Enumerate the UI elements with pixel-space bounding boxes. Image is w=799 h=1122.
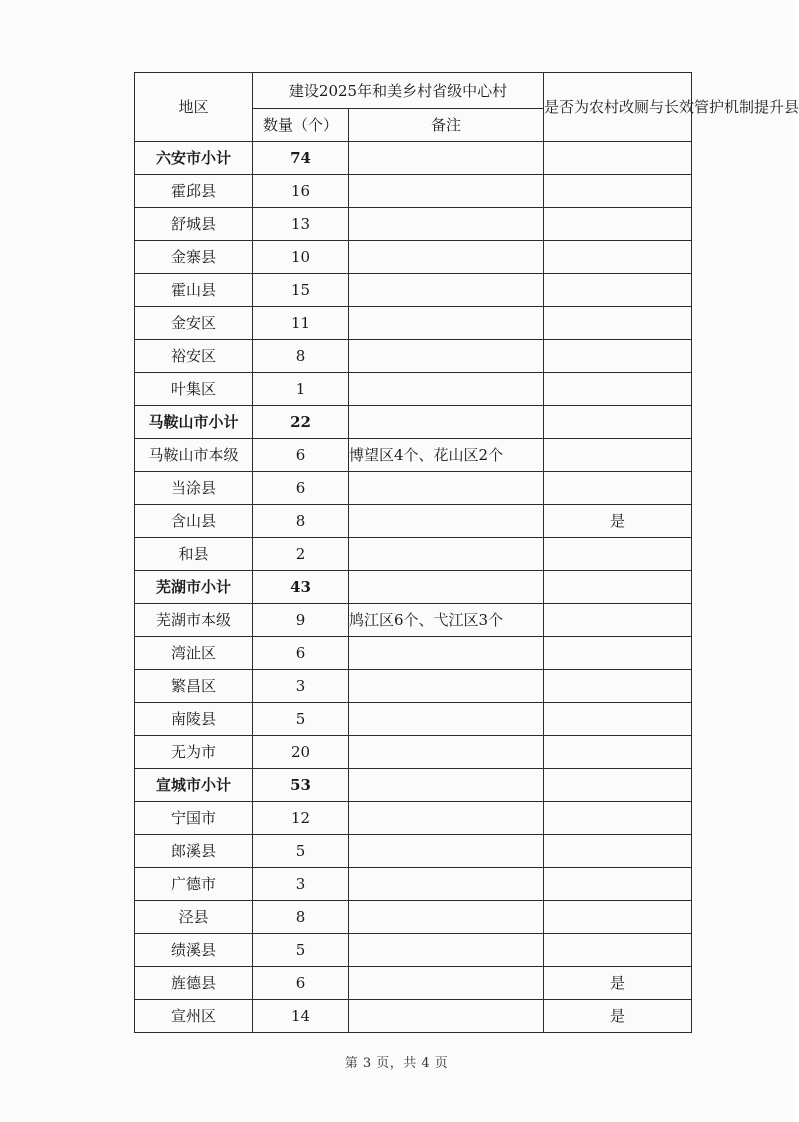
page-footer: 第 3 页，共 4 页 xyxy=(344,1056,449,1071)
table-body xyxy=(135,73,799,1033)
count-cell: 74 xyxy=(253,142,349,175)
flag-cell xyxy=(544,868,692,901)
table-row xyxy=(135,175,692,208)
flag-cell xyxy=(544,241,692,274)
flag-cell xyxy=(544,142,692,175)
count-cell: 43 xyxy=(253,571,349,604)
count-cell: 16 xyxy=(253,175,349,208)
flag-cell xyxy=(544,736,692,769)
table-row xyxy=(135,835,692,868)
region-cell: 旌德县 xyxy=(135,967,253,1000)
table-row xyxy=(135,604,692,637)
flag-cell xyxy=(544,175,692,208)
region-cell: 宣城市小计 xyxy=(135,769,253,802)
count-cell: 12 xyxy=(253,802,349,835)
note-cell xyxy=(349,538,544,571)
flag-cell xyxy=(544,208,692,241)
flag-cell xyxy=(544,769,692,802)
table-row xyxy=(135,340,692,373)
count-cell: 13 xyxy=(253,208,349,241)
region-cell: 广德市 xyxy=(135,868,253,901)
count-cell: 8 xyxy=(253,901,349,934)
region-cell: 宣州区 xyxy=(135,1000,253,1033)
table-row xyxy=(135,670,692,703)
region-cell: 芜湖市小计 xyxy=(135,571,253,604)
table-row xyxy=(135,1000,692,1033)
table-row xyxy=(135,736,692,769)
count-cell: 15 xyxy=(253,274,349,307)
flag-cell xyxy=(544,802,692,835)
count-cell: 6 xyxy=(253,439,349,472)
region-cell: 金安区 xyxy=(135,307,253,340)
count-cell: 6 xyxy=(253,472,349,505)
table-row xyxy=(135,538,692,571)
flag-cell xyxy=(544,835,692,868)
note-cell xyxy=(349,967,544,1000)
table-row xyxy=(135,472,692,505)
subtotal-row xyxy=(135,571,692,604)
flag-cell xyxy=(544,406,692,439)
header-note: 备注 xyxy=(349,109,544,142)
flag-cell xyxy=(544,604,692,637)
note-cell xyxy=(349,769,544,802)
count-cell: 11 xyxy=(253,307,349,340)
table-row xyxy=(135,934,692,967)
flag-cell xyxy=(544,340,692,373)
flag-cell xyxy=(544,538,692,571)
header-region: 地区 xyxy=(135,73,253,142)
note-cell xyxy=(349,505,544,538)
note-cell xyxy=(349,934,544,967)
region-cell: 霍邱县 xyxy=(135,175,253,208)
subtotal-row xyxy=(135,406,692,439)
flag-cell: 是 xyxy=(544,505,692,538)
flag-cell xyxy=(544,901,692,934)
header-group-title: 建设2025年和美乡村省级中心村 xyxy=(253,73,544,109)
region-cell: 无为市 xyxy=(135,736,253,769)
table-row xyxy=(135,241,692,274)
region-cell: 芜湖市本级 xyxy=(135,604,253,637)
table-row xyxy=(135,868,692,901)
header-count: 数量（个） xyxy=(253,109,349,142)
note-cell xyxy=(349,274,544,307)
region-cell: 六安市小计 xyxy=(135,142,253,175)
flag-cell xyxy=(544,670,692,703)
flag-cell xyxy=(544,571,692,604)
note-cell xyxy=(349,1000,544,1033)
note-cell xyxy=(349,373,544,406)
region-cell: 南陵县 xyxy=(135,703,253,736)
count-cell: 3 xyxy=(253,670,349,703)
region-cell: 马鞍山市本级 xyxy=(135,439,253,472)
count-cell: 5 xyxy=(253,934,349,967)
count-cell: 10 xyxy=(253,241,349,274)
note-cell xyxy=(349,340,544,373)
flag-cell: 是 xyxy=(544,967,692,1000)
region-cell: 绩溪县 xyxy=(135,934,253,967)
flag-cell xyxy=(544,274,692,307)
count-cell: 3 xyxy=(253,868,349,901)
region-cell: 当涂县 xyxy=(135,472,253,505)
flag-cell xyxy=(544,472,692,505)
table-row xyxy=(135,703,692,736)
note-cell xyxy=(349,571,544,604)
table-row xyxy=(135,307,692,340)
flag-cell xyxy=(544,373,692,406)
table-row xyxy=(135,637,692,670)
region-cell: 裕安区 xyxy=(135,340,253,373)
count-cell: 20 xyxy=(253,736,349,769)
subtotal-row xyxy=(135,142,692,175)
flag-cell xyxy=(544,637,692,670)
flag-cell xyxy=(544,307,692,340)
header-flag: 是否为农村改厕与长效管护机制提升县 xyxy=(544,73,692,142)
note-cell xyxy=(349,175,544,208)
note-cell xyxy=(349,736,544,769)
subtotal-row xyxy=(135,769,692,802)
region-cell: 马鞍山市小计 xyxy=(135,406,253,439)
table-row xyxy=(135,439,692,472)
note-cell xyxy=(349,703,544,736)
table-row xyxy=(135,802,692,835)
table-row xyxy=(135,373,692,406)
flag-cell xyxy=(544,934,692,967)
count-cell: 22 xyxy=(253,406,349,439)
count-cell: 53 xyxy=(253,769,349,802)
region-cell: 宁国市 xyxy=(135,802,253,835)
region-cell: 繁昌区 xyxy=(135,670,253,703)
count-cell: 8 xyxy=(253,505,349,538)
count-cell: 5 xyxy=(253,835,349,868)
village-table xyxy=(134,72,799,1033)
note-cell xyxy=(349,406,544,439)
note-cell xyxy=(349,472,544,505)
region-cell: 舒城县 xyxy=(135,208,253,241)
note-cell xyxy=(349,208,544,241)
note-cell xyxy=(349,670,544,703)
region-cell: 湾沚区 xyxy=(135,637,253,670)
flag-cell xyxy=(544,703,692,736)
note-cell xyxy=(349,835,544,868)
table-row xyxy=(135,274,692,307)
note-cell xyxy=(349,142,544,175)
region-cell: 泾县 xyxy=(135,901,253,934)
note-cell xyxy=(349,868,544,901)
note-cell xyxy=(349,901,544,934)
region-cell: 含山县 xyxy=(135,505,253,538)
region-cell: 郎溪县 xyxy=(135,835,253,868)
flag-cell: 是 xyxy=(544,1000,692,1033)
note-cell: 鸠江区6个、弋江区3个 xyxy=(349,604,544,637)
count-cell: 9 xyxy=(253,604,349,637)
region-cell: 和县 xyxy=(135,538,253,571)
table-row xyxy=(135,208,692,241)
table-row xyxy=(135,505,692,538)
count-cell: 8 xyxy=(253,340,349,373)
header-row-1 xyxy=(135,73,692,109)
count-cell: 6 xyxy=(253,637,349,670)
count-cell: 6 xyxy=(253,967,349,1000)
note-cell xyxy=(349,307,544,340)
table-row xyxy=(135,967,692,1000)
count-cell: 2 xyxy=(253,538,349,571)
region-cell: 叶集区 xyxy=(135,373,253,406)
region-cell: 霍山县 xyxy=(135,274,253,307)
flag-cell xyxy=(544,439,692,472)
count-cell: 14 xyxy=(253,1000,349,1033)
note-cell xyxy=(349,802,544,835)
note-cell xyxy=(349,241,544,274)
note-cell: 博望区4个、花山区2个 xyxy=(349,439,544,472)
count-cell: 5 xyxy=(253,703,349,736)
count-cell: 1 xyxy=(253,373,349,406)
table-row xyxy=(135,901,692,934)
region-cell: 金寨县 xyxy=(135,241,253,274)
note-cell xyxy=(349,637,544,670)
